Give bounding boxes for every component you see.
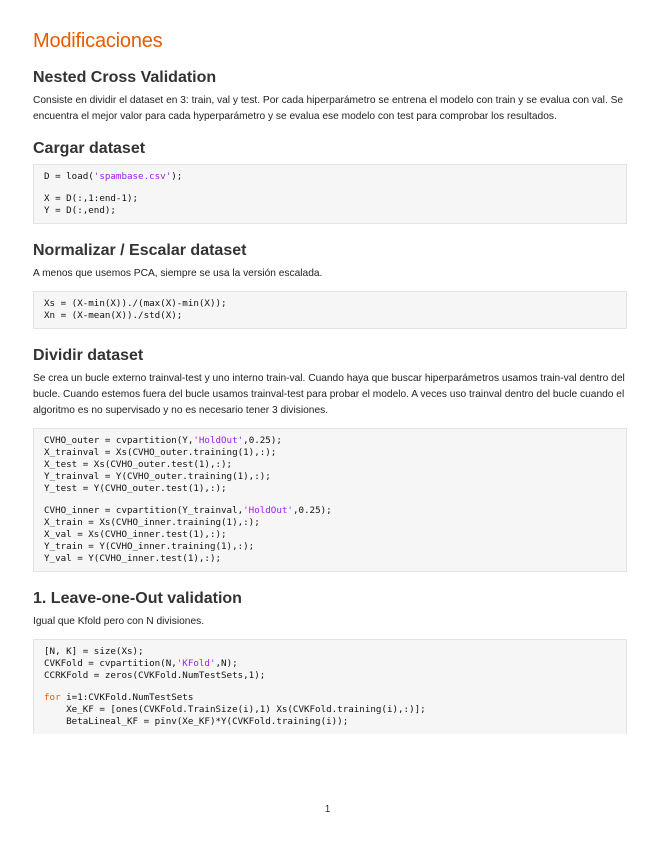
code-block-cargar-dataset <box>33 164 627 224</box>
code-block-normalizar <box>33 291 627 329</box>
section-heading-normalizar: Normalizar / Escalar dataset <box>33 242 247 259</box>
section-heading-leave-one-out: 1. Leave-one-Out validation <box>33 590 242 607</box>
code-line: D = load('spambase.csv'); <box>44 171 183 182</box>
code-line: X_test = Xs(CVHO_outer.test(1),:); <box>44 459 233 470</box>
document-page <box>33 30 627 734</box>
section-text-nested-cv: Consiste en dividir el dataset en 3: train, val y test. Por cada hiperparámetro se entrena el modelo con train y se evalua con val. Se encuentra el mejor valor para cada hyperparámetro y se evalua ese modelo con test para comprobar los resultados. <box>33 95 624 122</box>
section-text-leave-one-out: Igual que Kfold pero con N divisiones. <box>33 616 205 627</box>
code-line: X = D(:,1:end-1); <box>44 193 139 204</box>
section-text-dividir: Se crea un bucle externo trainval-test y uno interno train-val. Cuando haya que buscar hiperparámetros usamos train-val dentro del bucle. Cuando estemos fuera del bucle usamos trainval-test para probar el modelo. A veces uso trainval dentro del bucle cuando el algoritmo es no supervisado y no es necesario tener 3 divisiones. <box>33 373 625 416</box>
code-line: BetaLineal_KF = pinv(Xe_KF)*Y(CVKFold.training(i)); <box>44 716 349 727</box>
code-line: Xs = (X-min(X))./(max(X)-min(X)); <box>44 298 227 309</box>
code-line: for i=1:CVKFold.NumTestSets <box>44 692 194 703</box>
section-heading-dividir: Dividir dataset <box>33 347 144 364</box>
code-line: Y_val = Y(CVHO_inner.test(1),:); <box>44 553 222 564</box>
section-heading-nested-cv: Nested Cross Validation <box>33 69 217 86</box>
code-line: Xn = (X-mean(X))./std(X); <box>44 310 183 321</box>
code-line: X_train = Xs(CVHO_inner.training(1),:); <box>44 517 260 528</box>
code-block-dividir <box>33 428 627 572</box>
code-line: X_trainval = Xs(CVHO_outer.training(1),:); <box>44 447 277 458</box>
code-line: X_val = Xs(CVHO_inner.test(1),:); <box>44 529 227 540</box>
code-line: CCRKFold = zeros(CVKFold.NumTestSets,1); <box>44 670 266 681</box>
code-line: Y = D(:,end); <box>44 205 116 216</box>
section-text-normalizar: A menos que usemos PCA, siempre se usa la versión escalada. <box>33 268 323 279</box>
page-title: Modificaciones <box>33 30 163 52</box>
section-heading-cargar-dataset: Cargar dataset <box>33 140 146 157</box>
code-block-leave-one-out <box>33 639 627 734</box>
code-line: Y_trainval = Y(CVHO_outer.training(1),:); <box>44 471 271 482</box>
code-line: Y_test = Y(CVHO_outer.test(1),:); <box>44 483 227 494</box>
code-line: CVHO_outer = cvpartition(Y,'HoldOut',0.25); <box>44 435 282 446</box>
code-line: CVKFold = cvpartition(N,'KFold',N); <box>44 658 238 669</box>
code-line: CVHO_inner = cvpartition(Y_trainval,'HoldOut',0.25); <box>44 505 332 516</box>
code-line: Xe_KF = [ones(CVKFold.TrainSize(i),1) Xs(CVKFold.training(i),:)]; <box>44 704 426 715</box>
page-number: 1 <box>324 804 331 815</box>
code-line: [N, K] = size(Xs); <box>44 646 144 657</box>
code-line: Y_train = Y(CVHO_inner.training(1),:); <box>44 541 255 552</box>
